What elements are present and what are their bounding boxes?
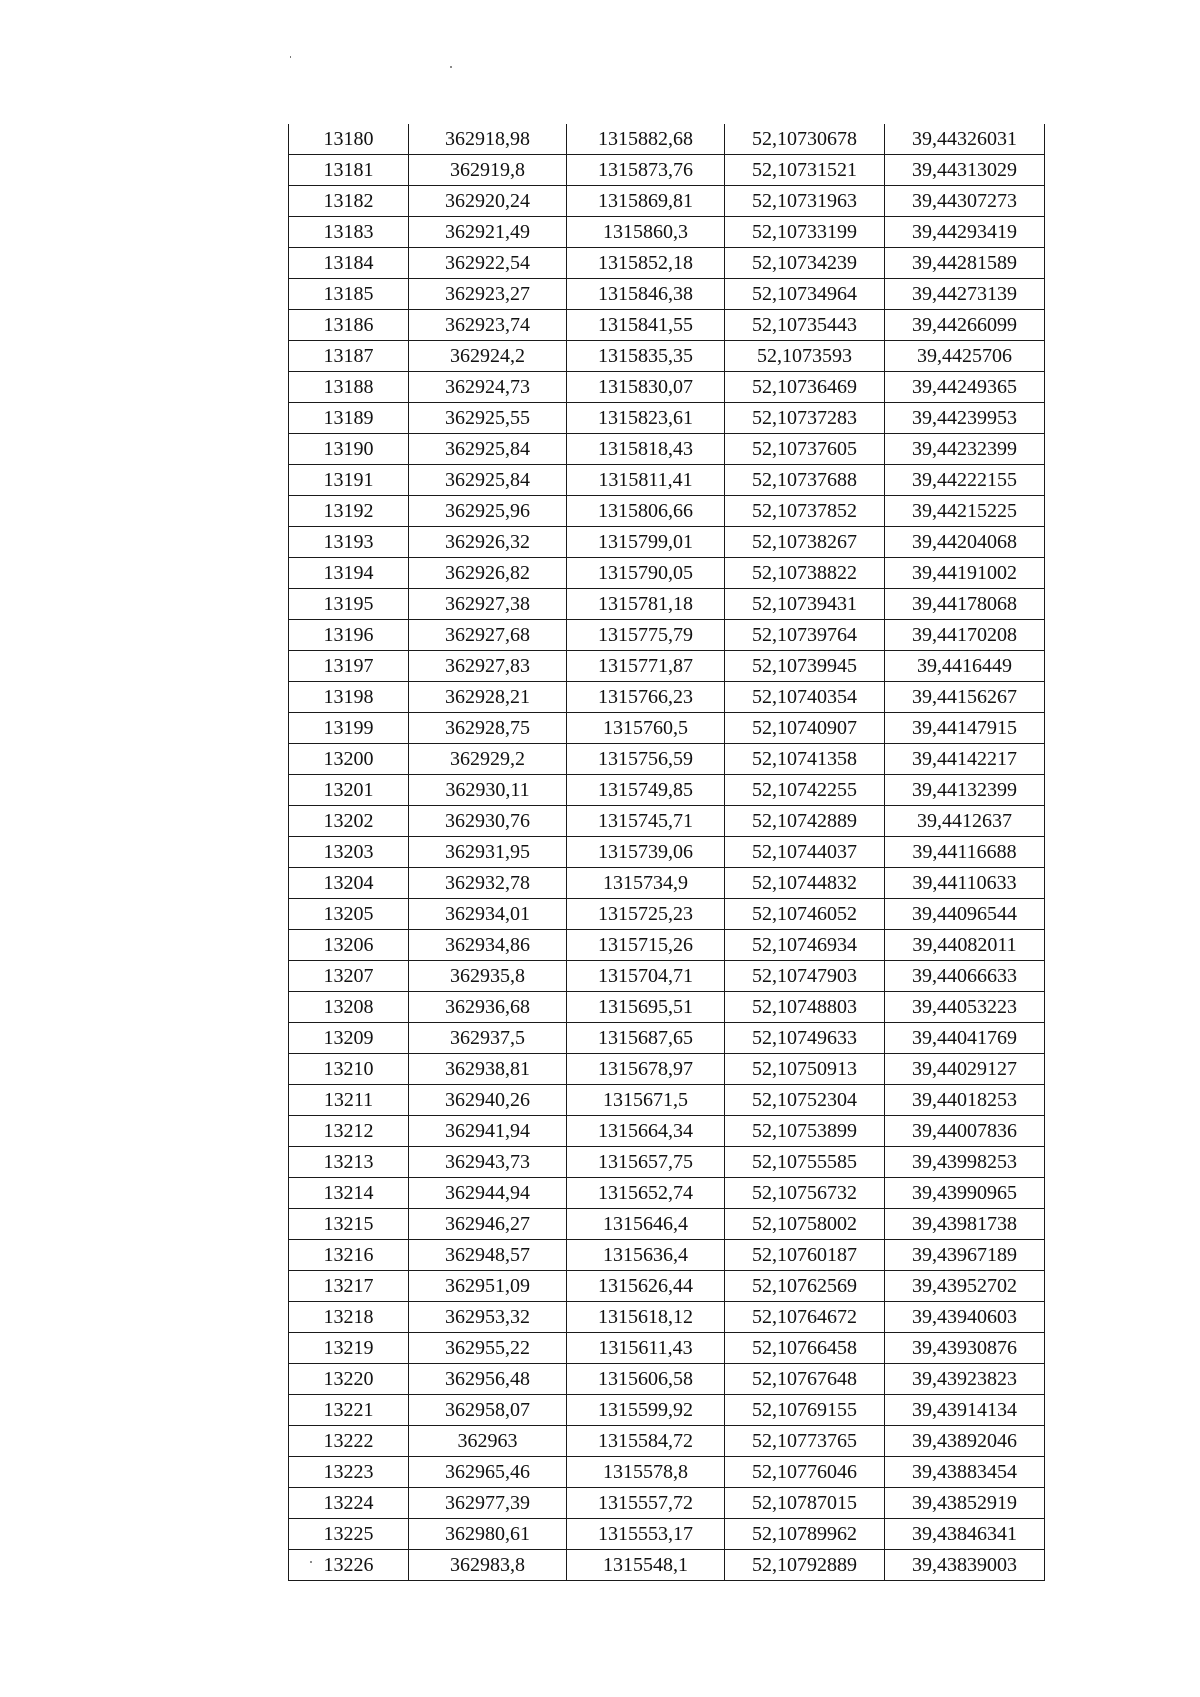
- longitude-cell: 39,43923823: [885, 1364, 1045, 1395]
- x-coordinate-cell: 362918,98: [409, 124, 567, 155]
- table-row: [289, 341, 1045, 372]
- table-row: [289, 589, 1045, 620]
- table-row: [289, 1178, 1045, 1209]
- longitude-cell: 39,44239953: [885, 403, 1045, 434]
- y-coordinate-cell: 1315806,66: [567, 496, 725, 527]
- y-coordinate-cell: 1315771,87: [567, 651, 725, 682]
- y-coordinate-cell: 1315799,01: [567, 527, 725, 558]
- point-number-cell: 13218: [289, 1302, 409, 1333]
- table-row: [289, 1426, 1045, 1457]
- table-row: [289, 1302, 1045, 1333]
- longitude-cell: 39,44018253: [885, 1085, 1045, 1116]
- latitude-cell: 52,10750913: [725, 1054, 885, 1085]
- latitude-cell: 52,10741358: [725, 744, 885, 775]
- y-coordinate-cell: 1315781,18: [567, 589, 725, 620]
- latitude-cell: 52,10764672: [725, 1302, 885, 1333]
- point-number-cell: 13206: [289, 930, 409, 961]
- point-number-cell: 13199: [289, 713, 409, 744]
- x-coordinate-cell: 362925,55: [409, 403, 567, 434]
- y-coordinate-cell: 1315739,06: [567, 837, 725, 868]
- x-coordinate-cell: 362927,38: [409, 589, 567, 620]
- latitude-cell: 52,10760187: [725, 1240, 885, 1271]
- latitude-cell: 52,10733199: [725, 217, 885, 248]
- y-coordinate-cell: 1315852,18: [567, 248, 725, 279]
- latitude-cell: 52,10738822: [725, 558, 885, 589]
- point-number-cell: 13187: [289, 341, 409, 372]
- latitude-cell: 52,10766458: [725, 1333, 885, 1364]
- point-number-cell: 13221: [289, 1395, 409, 1426]
- latitude-cell: 52,10767648: [725, 1364, 885, 1395]
- latitude-cell: 52,10747903: [725, 961, 885, 992]
- table-row: [289, 527, 1045, 558]
- table-row: [289, 651, 1045, 682]
- table-row: [289, 1240, 1045, 1271]
- x-coordinate-cell: 362922,54: [409, 248, 567, 279]
- point-number-cell: 13203: [289, 837, 409, 868]
- y-coordinate-cell: 1315775,79: [567, 620, 725, 651]
- x-coordinate-cell: 362926,82: [409, 558, 567, 589]
- table-row: [289, 930, 1045, 961]
- table-row: [289, 775, 1045, 806]
- point-number-cell: 13191: [289, 465, 409, 496]
- x-coordinate-cell: 362921,49: [409, 217, 567, 248]
- x-coordinate-cell: 362983,8: [409, 1550, 567, 1581]
- table-row: [289, 961, 1045, 992]
- y-coordinate-cell: 1315636,4: [567, 1240, 725, 1271]
- latitude-cell: 52,10734964: [725, 279, 885, 310]
- coordinates-table: [288, 124, 1045, 1581]
- x-coordinate-cell: 362943,73: [409, 1147, 567, 1178]
- x-coordinate-cell: 362955,22: [409, 1333, 567, 1364]
- point-number-cell: 13209: [289, 1023, 409, 1054]
- table-row: [289, 806, 1045, 837]
- latitude-cell: 52,10738267: [725, 527, 885, 558]
- longitude-cell: 39,43892046: [885, 1426, 1045, 1457]
- x-coordinate-cell: 362927,68: [409, 620, 567, 651]
- point-number-cell: 13208: [289, 992, 409, 1023]
- y-coordinate-cell: 1315557,72: [567, 1488, 725, 1519]
- y-coordinate-cell: 1315860,3: [567, 217, 725, 248]
- table-row: [289, 465, 1045, 496]
- longitude-cell: 39,44281589: [885, 248, 1045, 279]
- y-coordinate-cell: 1315618,12: [567, 1302, 725, 1333]
- x-coordinate-cell: 362931,95: [409, 837, 567, 868]
- latitude-cell: 52,10746934: [725, 930, 885, 961]
- longitude-cell: 39,44156267: [885, 682, 1045, 713]
- table-row: [289, 558, 1045, 589]
- latitude-cell: 52,10789962: [725, 1519, 885, 1550]
- table-row: [289, 124, 1045, 155]
- longitude-cell: 39,44147915: [885, 713, 1045, 744]
- latitude-cell: 52,10755585: [725, 1147, 885, 1178]
- latitude-cell: 52,10734239: [725, 248, 885, 279]
- latitude-cell: 52,10736469: [725, 372, 885, 403]
- latitude-cell: 52,10731521: [725, 155, 885, 186]
- point-number-cell: 13204: [289, 868, 409, 899]
- x-coordinate-cell: 362934,01: [409, 899, 567, 930]
- x-coordinate-cell: 362932,78: [409, 868, 567, 899]
- table-row: [289, 496, 1045, 527]
- x-coordinate-cell: 362953,32: [409, 1302, 567, 1333]
- x-coordinate-cell: 362930,11: [409, 775, 567, 806]
- table-row: [289, 372, 1045, 403]
- point-number-cell: 13226: [289, 1550, 409, 1581]
- table-row: [289, 868, 1045, 899]
- point-number-cell: 13201: [289, 775, 409, 806]
- longitude-cell: 39,43981738: [885, 1209, 1045, 1240]
- x-coordinate-cell: 362944,94: [409, 1178, 567, 1209]
- latitude-cell: 52,10748803: [725, 992, 885, 1023]
- y-coordinate-cell: 1315873,76: [567, 155, 725, 186]
- point-number-cell: 13181: [289, 155, 409, 186]
- point-number-cell: 13222: [289, 1426, 409, 1457]
- longitude-cell: 39,43852919: [885, 1488, 1045, 1519]
- table-row: [289, 1457, 1045, 1488]
- x-coordinate-cell: 362925,84: [409, 434, 567, 465]
- longitude-cell: 39,44082011: [885, 930, 1045, 961]
- y-coordinate-cell: 1315749,85: [567, 775, 725, 806]
- longitude-cell: 39,44132399: [885, 775, 1045, 806]
- y-coordinate-cell: 1315790,05: [567, 558, 725, 589]
- longitude-cell: 39,44053223: [885, 992, 1045, 1023]
- point-number-cell: 13211: [289, 1085, 409, 1116]
- x-coordinate-cell: 362923,74: [409, 310, 567, 341]
- y-coordinate-cell: 1315664,34: [567, 1116, 725, 1147]
- x-coordinate-cell: 362924,2: [409, 341, 567, 372]
- x-coordinate-cell: 362941,94: [409, 1116, 567, 1147]
- latitude-cell: 52,10742255: [725, 775, 885, 806]
- latitude-cell: 52,10735443: [725, 310, 885, 341]
- table-row: [289, 1023, 1045, 1054]
- y-coordinate-cell: 1315882,68: [567, 124, 725, 155]
- point-number-cell: 13213: [289, 1147, 409, 1178]
- longitude-cell: 39,44110633: [885, 868, 1045, 899]
- x-coordinate-cell: 362940,26: [409, 1085, 567, 1116]
- x-coordinate-cell: 362951,09: [409, 1271, 567, 1302]
- y-coordinate-cell: 1315695,51: [567, 992, 725, 1023]
- longitude-cell: 39,43952702: [885, 1271, 1045, 1302]
- longitude-cell: 39,43967189: [885, 1240, 1045, 1271]
- longitude-cell: 39,43914134: [885, 1395, 1045, 1426]
- point-number-cell: 13215: [289, 1209, 409, 1240]
- longitude-cell: 39,44266099: [885, 310, 1045, 341]
- point-number-cell: 13182: [289, 186, 409, 217]
- point-number-cell: 13194: [289, 558, 409, 589]
- latitude-cell: 52,10762569: [725, 1271, 885, 1302]
- latitude-cell: 52,10739945: [725, 651, 885, 682]
- table-row: [289, 403, 1045, 434]
- x-coordinate-cell: 362925,84: [409, 465, 567, 496]
- longitude-cell: 39,43883454: [885, 1457, 1045, 1488]
- point-number-cell: 13184: [289, 248, 409, 279]
- y-coordinate-cell: 1315756,59: [567, 744, 725, 775]
- table-row: [289, 1271, 1045, 1302]
- table-row: [289, 1116, 1045, 1147]
- y-coordinate-cell: 1315678,97: [567, 1054, 725, 1085]
- longitude-cell: 39,44222155: [885, 465, 1045, 496]
- table-row: [289, 1209, 1045, 1240]
- table-row: [289, 992, 1045, 1023]
- table-row: [289, 1054, 1045, 1085]
- y-coordinate-cell: 1315830,07: [567, 372, 725, 403]
- x-coordinate-cell: 362956,48: [409, 1364, 567, 1395]
- point-number-cell: 13210: [289, 1054, 409, 1085]
- point-number-cell: 13223: [289, 1457, 409, 1488]
- y-coordinate-cell: 1315584,72: [567, 1426, 725, 1457]
- longitude-cell: 39,44232399: [885, 434, 1045, 465]
- latitude-cell: 52,10730678: [725, 124, 885, 155]
- point-number-cell: 13214: [289, 1178, 409, 1209]
- y-coordinate-cell: 1315671,5: [567, 1085, 725, 1116]
- table-row: [289, 682, 1045, 713]
- longitude-cell: 39,44273139: [885, 279, 1045, 310]
- table-row: [289, 899, 1045, 930]
- y-coordinate-cell: 1315553,17: [567, 1519, 725, 1550]
- longitude-cell: 39,44249365: [885, 372, 1045, 403]
- longitude-cell: 39,4425706: [885, 341, 1045, 372]
- y-coordinate-cell: 1315745,71: [567, 806, 725, 837]
- x-coordinate-cell: 362919,8: [409, 155, 567, 186]
- y-coordinate-cell: 1315599,92: [567, 1395, 725, 1426]
- longitude-cell: 39,4416449: [885, 651, 1045, 682]
- longitude-cell: 39,43940603: [885, 1302, 1045, 1333]
- longitude-cell: 39,44007836: [885, 1116, 1045, 1147]
- y-coordinate-cell: 1315704,71: [567, 961, 725, 992]
- point-number-cell: 13220: [289, 1364, 409, 1395]
- latitude-cell: 52,10739764: [725, 620, 885, 651]
- x-coordinate-cell: 362928,75: [409, 713, 567, 744]
- longitude-cell: 39,44178068: [885, 589, 1045, 620]
- y-coordinate-cell: 1315611,43: [567, 1333, 725, 1364]
- y-coordinate-cell: 1315548,1: [567, 1550, 725, 1581]
- longitude-cell: 39,44096544: [885, 899, 1045, 930]
- y-coordinate-cell: 1315725,23: [567, 899, 725, 930]
- table-row: [289, 1519, 1045, 1550]
- y-coordinate-cell: 1315657,75: [567, 1147, 725, 1178]
- y-coordinate-cell: 1315818,43: [567, 434, 725, 465]
- latitude-cell: 52,10756732: [725, 1178, 885, 1209]
- latitude-cell: 52,10740354: [725, 682, 885, 713]
- longitude-cell: 39,44215225: [885, 496, 1045, 527]
- y-coordinate-cell: 1315811,41: [567, 465, 725, 496]
- y-coordinate-cell: 1315578,8: [567, 1457, 725, 1488]
- latitude-cell: 52,10737852: [725, 496, 885, 527]
- longitude-cell: 39,44116688: [885, 837, 1045, 868]
- latitude-cell: 52,10742889: [725, 806, 885, 837]
- x-coordinate-cell: 362946,27: [409, 1209, 567, 1240]
- longitude-cell: 39,44326031: [885, 124, 1045, 155]
- table-row: [289, 1333, 1045, 1364]
- latitude-cell: 52,10737605: [725, 434, 885, 465]
- point-number-cell: 13207: [289, 961, 409, 992]
- x-coordinate-cell: 362927,83: [409, 651, 567, 682]
- x-coordinate-cell: 362925,96: [409, 496, 567, 527]
- point-number-cell: 13225: [289, 1519, 409, 1550]
- table-row: [289, 186, 1045, 217]
- table-row: [289, 248, 1045, 279]
- point-number-cell: 13188: [289, 372, 409, 403]
- y-coordinate-cell: 1315652,74: [567, 1178, 725, 1209]
- y-coordinate-cell: 1315715,26: [567, 930, 725, 961]
- latitude-cell: 52,10731963: [725, 186, 885, 217]
- y-coordinate-cell: 1315760,5: [567, 713, 725, 744]
- x-coordinate-cell: 362923,27: [409, 279, 567, 310]
- x-coordinate-cell: 362920,24: [409, 186, 567, 217]
- scan-speck: [450, 66, 452, 68]
- table-row: [289, 155, 1045, 186]
- longitude-cell: 39,44191002: [885, 558, 1045, 589]
- x-coordinate-cell: 362938,81: [409, 1054, 567, 1085]
- latitude-cell: 52,10737688: [725, 465, 885, 496]
- point-number-cell: 13186: [289, 310, 409, 341]
- x-coordinate-cell: 362929,2: [409, 744, 567, 775]
- longitude-cell: 39,44313029: [885, 155, 1045, 186]
- table-row: [289, 1147, 1045, 1178]
- longitude-cell: 39,4412637: [885, 806, 1045, 837]
- latitude-cell: 52,10758002: [725, 1209, 885, 1240]
- table-row: [289, 1488, 1045, 1519]
- latitude-cell: 52,10787015: [725, 1488, 885, 1519]
- scan-speck: [290, 56, 291, 58]
- longitude-cell: 39,43998253: [885, 1147, 1045, 1178]
- x-coordinate-cell: 362965,46: [409, 1457, 567, 1488]
- y-coordinate-cell: 1315846,38: [567, 279, 725, 310]
- latitude-cell: 52,10792889: [725, 1550, 885, 1581]
- y-coordinate-cell: 1315841,55: [567, 310, 725, 341]
- point-number-cell: 13219: [289, 1333, 409, 1364]
- latitude-cell: 52,10739431: [725, 589, 885, 620]
- y-coordinate-cell: 1315823,61: [567, 403, 725, 434]
- point-number-cell: 13190: [289, 434, 409, 465]
- longitude-cell: 39,43846341: [885, 1519, 1045, 1550]
- point-number-cell: 13202: [289, 806, 409, 837]
- point-number-cell: 13183: [289, 217, 409, 248]
- table-row: [289, 744, 1045, 775]
- longitude-cell: 39,43990965: [885, 1178, 1045, 1209]
- latitude-cell: 52,10769155: [725, 1395, 885, 1426]
- x-coordinate-cell: 362935,8: [409, 961, 567, 992]
- y-coordinate-cell: 1315766,23: [567, 682, 725, 713]
- latitude-cell: 52,10776046: [725, 1457, 885, 1488]
- point-number-cell: 13212: [289, 1116, 409, 1147]
- point-number-cell: 13193: [289, 527, 409, 558]
- latitude-cell: 52,10744832: [725, 868, 885, 899]
- latitude-cell: 52,10740907: [725, 713, 885, 744]
- table-row: [289, 1364, 1045, 1395]
- longitude-cell: 39,43839003: [885, 1550, 1045, 1581]
- x-coordinate-cell: 362936,68: [409, 992, 567, 1023]
- latitude-cell: 52,1073593: [725, 341, 885, 372]
- x-coordinate-cell: 362948,57: [409, 1240, 567, 1271]
- latitude-cell: 52,10744037: [725, 837, 885, 868]
- table-row: [289, 217, 1045, 248]
- longitude-cell: 39,44041769: [885, 1023, 1045, 1054]
- point-number-cell: 13189: [289, 403, 409, 434]
- table-row: [289, 1550, 1045, 1581]
- latitude-cell: 52,10753899: [725, 1116, 885, 1147]
- table-row: [289, 837, 1045, 868]
- longitude-cell: 39,44293419: [885, 217, 1045, 248]
- y-coordinate-cell: 1315626,44: [567, 1271, 725, 1302]
- table-row: [289, 310, 1045, 341]
- y-coordinate-cell: 1315687,65: [567, 1023, 725, 1054]
- point-number-cell: 13180: [289, 124, 409, 155]
- x-coordinate-cell: 362934,86: [409, 930, 567, 961]
- x-coordinate-cell: 362928,21: [409, 682, 567, 713]
- longitude-cell: 39,44066633: [885, 961, 1045, 992]
- point-number-cell: 13224: [289, 1488, 409, 1519]
- table-row: [289, 279, 1045, 310]
- y-coordinate-cell: 1315606,58: [567, 1364, 725, 1395]
- point-number-cell: 13196: [289, 620, 409, 651]
- point-number-cell: 13198: [289, 682, 409, 713]
- longitude-cell: 39,44204068: [885, 527, 1045, 558]
- latitude-cell: 52,10746052: [725, 899, 885, 930]
- y-coordinate-cell: 1315734,9: [567, 868, 725, 899]
- latitude-cell: 52,10749633: [725, 1023, 885, 1054]
- x-coordinate-cell: 362930,76: [409, 806, 567, 837]
- table-row: [289, 1395, 1045, 1426]
- x-coordinate-cell: 362958,07: [409, 1395, 567, 1426]
- x-coordinate-cell: 362926,32: [409, 527, 567, 558]
- point-number-cell: 13192: [289, 496, 409, 527]
- point-number-cell: 13216: [289, 1240, 409, 1271]
- point-number-cell: 13197: [289, 651, 409, 682]
- longitude-cell: 39,44142217: [885, 744, 1045, 775]
- longitude-cell: 39,44029127: [885, 1054, 1045, 1085]
- point-number-cell: 13217: [289, 1271, 409, 1302]
- table-row: [289, 620, 1045, 651]
- y-coordinate-cell: 1315835,35: [567, 341, 725, 372]
- coordinates-table-body: [289, 124, 1045, 1581]
- longitude-cell: 39,44307273: [885, 186, 1045, 217]
- latitude-cell: 52,10773765: [725, 1426, 885, 1457]
- latitude-cell: 52,10752304: [725, 1085, 885, 1116]
- y-coordinate-cell: 1315646,4: [567, 1209, 725, 1240]
- x-coordinate-cell: 362963: [409, 1426, 567, 1457]
- y-coordinate-cell: 1315869,81: [567, 186, 725, 217]
- table-row: [289, 1085, 1045, 1116]
- x-coordinate-cell: 362937,5: [409, 1023, 567, 1054]
- x-coordinate-cell: 362977,39: [409, 1488, 567, 1519]
- latitude-cell: 52,10737283: [725, 403, 885, 434]
- x-coordinate-cell: 362924,73: [409, 372, 567, 403]
- point-number-cell: 13205: [289, 899, 409, 930]
- longitude-cell: 39,44170208: [885, 620, 1045, 651]
- x-coordinate-cell: 362980,61: [409, 1519, 567, 1550]
- point-number-cell: 13185: [289, 279, 409, 310]
- longitude-cell: 39,43930876: [885, 1333, 1045, 1364]
- coordinates-table-container: [288, 124, 1044, 1581]
- table-row: [289, 434, 1045, 465]
- point-number-cell: 13195: [289, 589, 409, 620]
- table-row: [289, 713, 1045, 744]
- point-number-cell: 13200: [289, 744, 409, 775]
